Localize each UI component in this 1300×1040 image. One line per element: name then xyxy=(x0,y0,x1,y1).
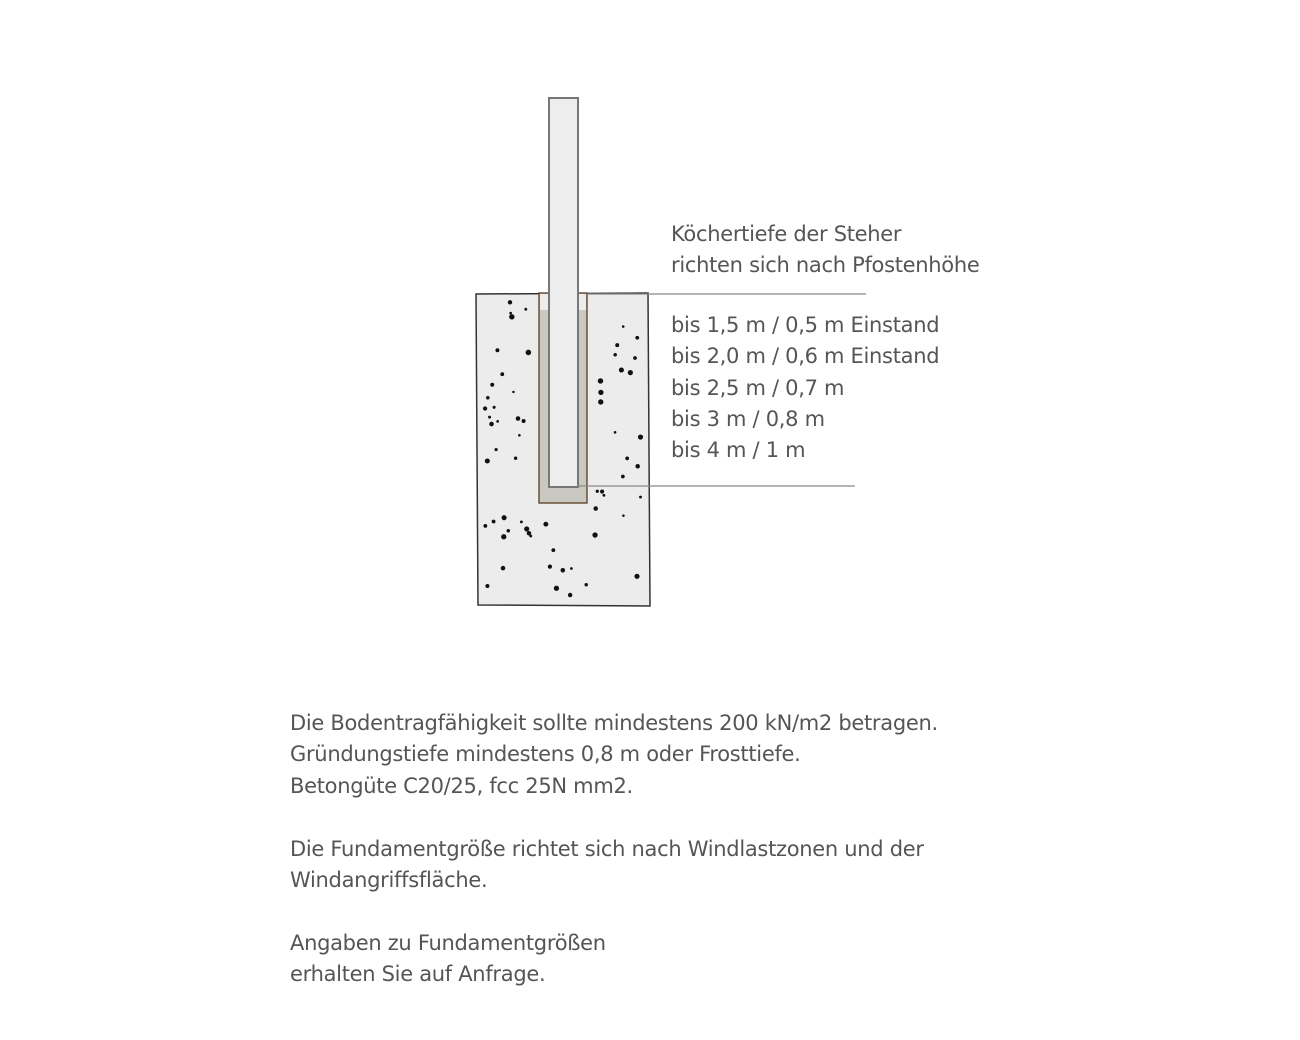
aggregate-dot xyxy=(551,548,555,552)
aggregate-dot xyxy=(598,378,603,383)
aggregate-dot xyxy=(622,325,625,328)
depth-list xyxy=(671,310,939,466)
diagram-heading xyxy=(671,219,979,282)
aggregate-dot xyxy=(520,521,523,524)
aggregate-dot xyxy=(614,431,617,434)
aggregate-dot xyxy=(548,565,552,569)
aggregate-dot xyxy=(584,583,587,586)
aggregate-dot xyxy=(593,506,598,511)
aggregate-dot xyxy=(602,494,605,497)
aggregate-dot xyxy=(524,526,529,531)
aggregate-dot xyxy=(501,566,506,571)
aggregate-dot xyxy=(524,308,527,311)
notes-foundation-size xyxy=(290,834,924,897)
aggregate-dot xyxy=(619,367,624,372)
aggregate-dot xyxy=(598,399,603,404)
aggregate-dot xyxy=(509,312,512,315)
note-line: Windangriffsfläche. xyxy=(290,868,488,893)
aggregate-dot xyxy=(496,420,499,423)
post xyxy=(549,98,578,487)
notes-request xyxy=(290,928,606,991)
aggregate-dot xyxy=(635,464,639,468)
aggregate-dot xyxy=(495,348,499,352)
note-line: Angaben zu Fundamentgrößen xyxy=(290,931,606,955)
aggregate-dot xyxy=(622,514,625,517)
heading-line: richten sich nach Pfostenhöhe xyxy=(671,253,980,278)
aggregate-dot xyxy=(485,458,490,463)
depth-item: bis 3 m / 0,8 m xyxy=(671,406,825,431)
note-line: Die Bodentragfähigkeit sollte mindestens 200 kN/m2 betragen. xyxy=(290,711,938,735)
aggregate-dot xyxy=(596,490,599,493)
aggregate-dot xyxy=(529,535,532,538)
aggregate-dot xyxy=(633,356,637,360)
notes-soil xyxy=(290,708,938,802)
note-line: Betongüte C20/25, fcc 25N mm2. xyxy=(290,773,633,798)
depth-item: bis 2,5 m / 0,7 m xyxy=(671,375,845,400)
aggregate-dot xyxy=(598,390,603,395)
note-line: erhalten Sie auf Anfrage. xyxy=(290,962,546,987)
note-line: Die Fundamentgröße richtet sich nach Windlastzonen und der xyxy=(290,837,924,861)
aggregate-dot xyxy=(502,515,507,520)
aggregate-dot xyxy=(615,343,619,347)
heading-line: Köchertiefe der Steher xyxy=(671,222,902,246)
aggregate-dot xyxy=(514,456,517,459)
aggregate-dot xyxy=(486,396,490,400)
aggregate-dot xyxy=(625,456,629,460)
aggregate-dot xyxy=(628,370,633,375)
aggregate-dot xyxy=(554,586,559,591)
aggregate-dot xyxy=(639,496,642,499)
aggregate-dot xyxy=(512,391,514,393)
aggregate-dot xyxy=(621,475,625,479)
aggregate-dot xyxy=(518,434,521,437)
aggregate-dot xyxy=(508,300,512,304)
aggregate-dot xyxy=(638,434,643,439)
aggregate-dot xyxy=(613,353,617,357)
aggregate-dot xyxy=(493,406,496,409)
aggregate-dot xyxy=(509,314,514,319)
aggregate-dot xyxy=(492,520,496,524)
aggregate-dot xyxy=(516,416,521,421)
aggregate-dot xyxy=(634,574,639,579)
aggregate-dot xyxy=(501,534,506,539)
aggregate-dot xyxy=(522,419,526,423)
depth-item: bis 1,5 m / 0,5 m Einstand xyxy=(671,313,940,337)
note-line: Gründungstiefe mindestens 0,8 m oder Frosttiefe. xyxy=(290,742,801,767)
aggregate-dot xyxy=(635,336,639,340)
aggregate-dot xyxy=(500,372,504,376)
aggregate-dot xyxy=(488,416,491,419)
aggregate-dot xyxy=(600,489,604,493)
aggregate-dot xyxy=(483,406,487,410)
aggregate-dot xyxy=(570,567,573,570)
aggregate-dot xyxy=(568,593,572,597)
aggregate-dot xyxy=(485,584,489,588)
aggregate-dot xyxy=(561,568,566,573)
aggregate-dot xyxy=(489,422,494,427)
aggregate-dot xyxy=(490,383,494,387)
aggregate-dot xyxy=(526,350,532,356)
aggregate-dot xyxy=(507,529,511,533)
depth-item: bis 2,0 m / 0,6 m Einstand xyxy=(671,344,940,369)
aggregate-dot xyxy=(495,448,498,451)
depth-item: bis 4 m / 1 m xyxy=(671,438,806,463)
aggregate-dot xyxy=(483,524,487,528)
aggregate-dot xyxy=(543,522,548,527)
aggregate-dot xyxy=(592,532,597,537)
